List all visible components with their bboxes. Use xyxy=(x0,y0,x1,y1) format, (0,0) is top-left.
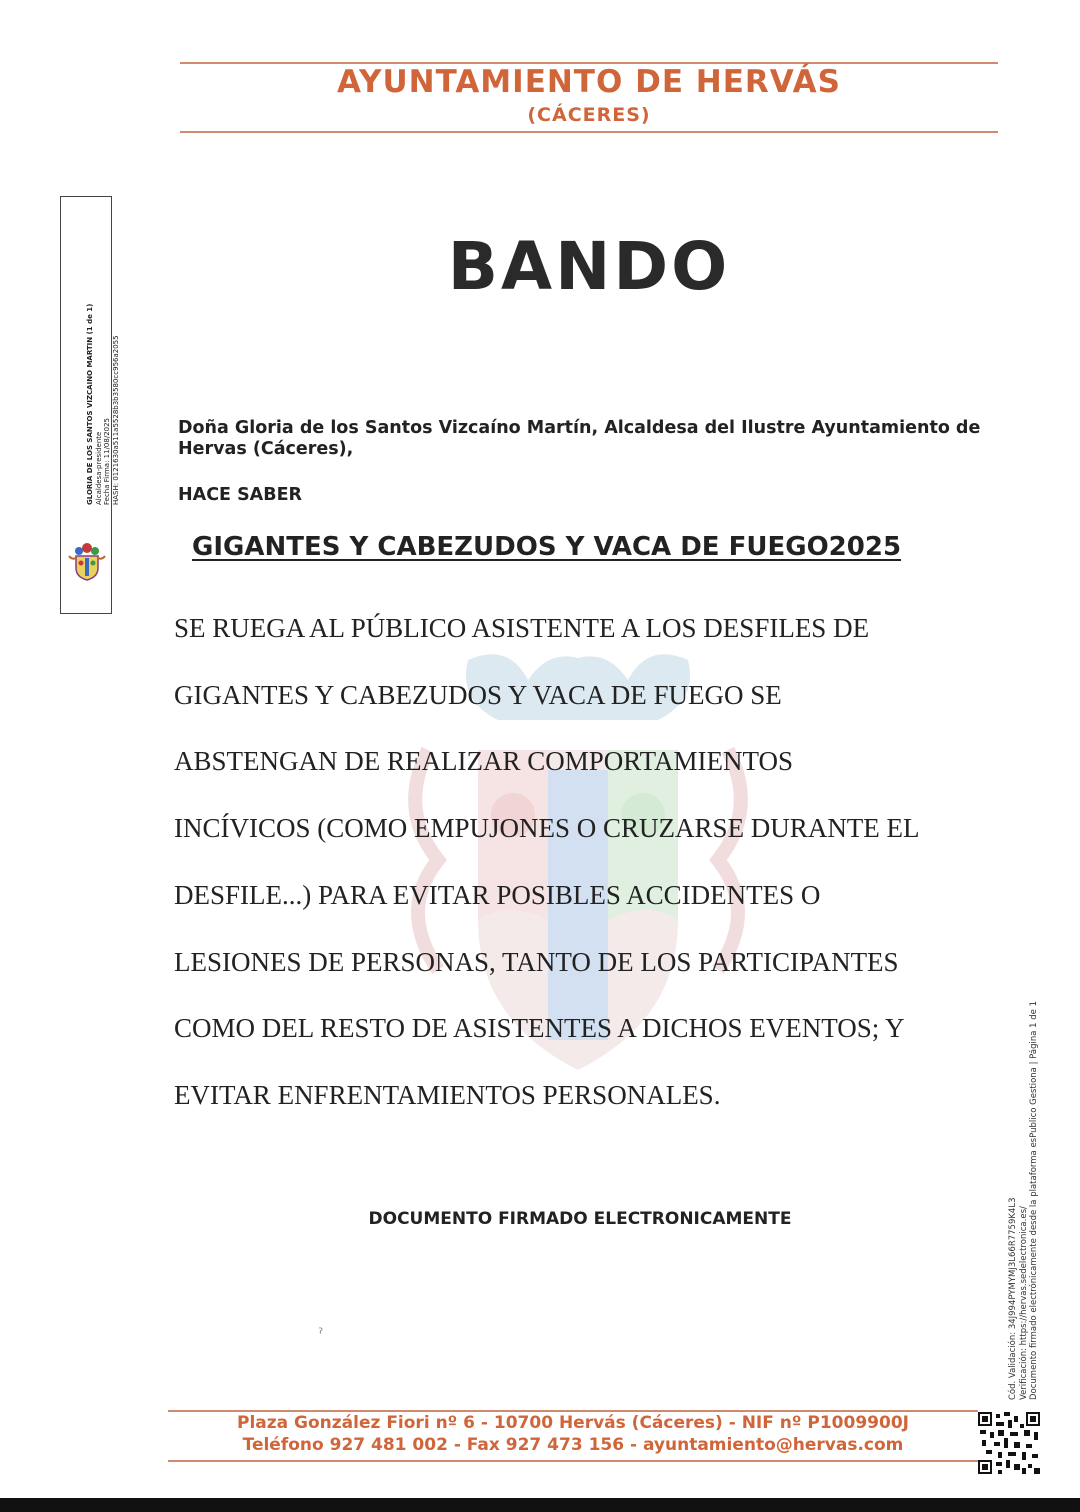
issuer-statement: Doña Gloria de los Santos Vizcaíno Martín, Alcaldesa del Ilustre Ayuntamiento de Hervas (Cáceres), xyxy=(178,418,981,459)
body-line: LESIONES DE PERSONAS, TANTO DE LOS PARTICIPANTES xyxy=(174,947,899,977)
signature-details xyxy=(86,280,120,505)
signer-role: Alcaldesa-presidente xyxy=(94,431,103,505)
body-line: DESFILE...) PARA EVITAR POSIBLES ACCIDENTES O xyxy=(174,880,821,910)
footer-address: Plaza González Fiori nº 6 - 10700 Hervás (Cáceres) - NIF nº P1009900J xyxy=(237,1413,909,1433)
hace-saber-label: HACE SABER xyxy=(178,485,302,505)
signature-hash: HASH: 0121630a511a5528b3b3580cc956a2055 xyxy=(111,335,120,505)
body-line: COMO DEL RESTO DE ASISTENTES A DICHOS EVENTOS; Y xyxy=(174,1013,905,1043)
document-heading: BANDO xyxy=(447,228,731,305)
municipal-coat-of-arms-icon xyxy=(66,540,108,582)
body-line: INCÍVICOS (COMO EMPUJONES O CRUZARSE DURANTE EL xyxy=(174,813,920,843)
footer-contact: Teléfono 927 481 002 - Fax 927 473 156 - ayuntamiento@hervas.com xyxy=(242,1435,904,1455)
signer-name: GLORIA DE LOS SANTOS VIZCAINO MARTIN (1 de 1) xyxy=(86,303,94,505)
validation-details xyxy=(1008,1001,1040,1400)
validation-code: Cód. Validación: 34J994PYMYMJ3L66R7759K4L3 xyxy=(1008,1197,1018,1400)
footer-top-rule xyxy=(168,1410,978,1412)
scan-edge-bar xyxy=(0,1498,1080,1512)
scan-speck: ˀ xyxy=(318,1326,324,1342)
footer-bottom-rule xyxy=(168,1460,978,1462)
council-title: AYUNTAMIENTO DE HERVÁS xyxy=(336,64,841,100)
body-line: EVITAR ENFRENTAMIENTOS PERSONALES. xyxy=(174,1080,721,1110)
body-line: GIGANTES Y CABEZUDOS Y VACA DE FUEGO SE xyxy=(174,680,782,710)
platform-note: Documento firmado electrónicamente desde la plataforma esPublico Gestiona | Página 1 de 1 xyxy=(1029,1000,1039,1400)
header-bottom-rule xyxy=(180,131,998,133)
signature-date: Fecha Firma: 11/08/2025 xyxy=(103,417,111,505)
electronic-signature-note: DOCUMENTO FIRMADO ELECTRONICAMENTE xyxy=(368,1209,792,1229)
body-line: ABSTENGAN DE REALIZAR COMPORTAMIENTOS xyxy=(174,746,793,776)
verification-url: Verificación: https://hervas.sedelectronica.es/ xyxy=(1018,1206,1029,1400)
qr-code-icon xyxy=(978,1412,1040,1474)
council-province: (CÁCERES) xyxy=(527,104,651,126)
notice-subject: GIGANTES Y CABEZUDOS Y VACA DE FUEGO2025 xyxy=(192,532,902,562)
body-line: SE RUEGA AL PÚBLICO ASISTENTE A LOS DESFILES DE xyxy=(174,613,870,643)
